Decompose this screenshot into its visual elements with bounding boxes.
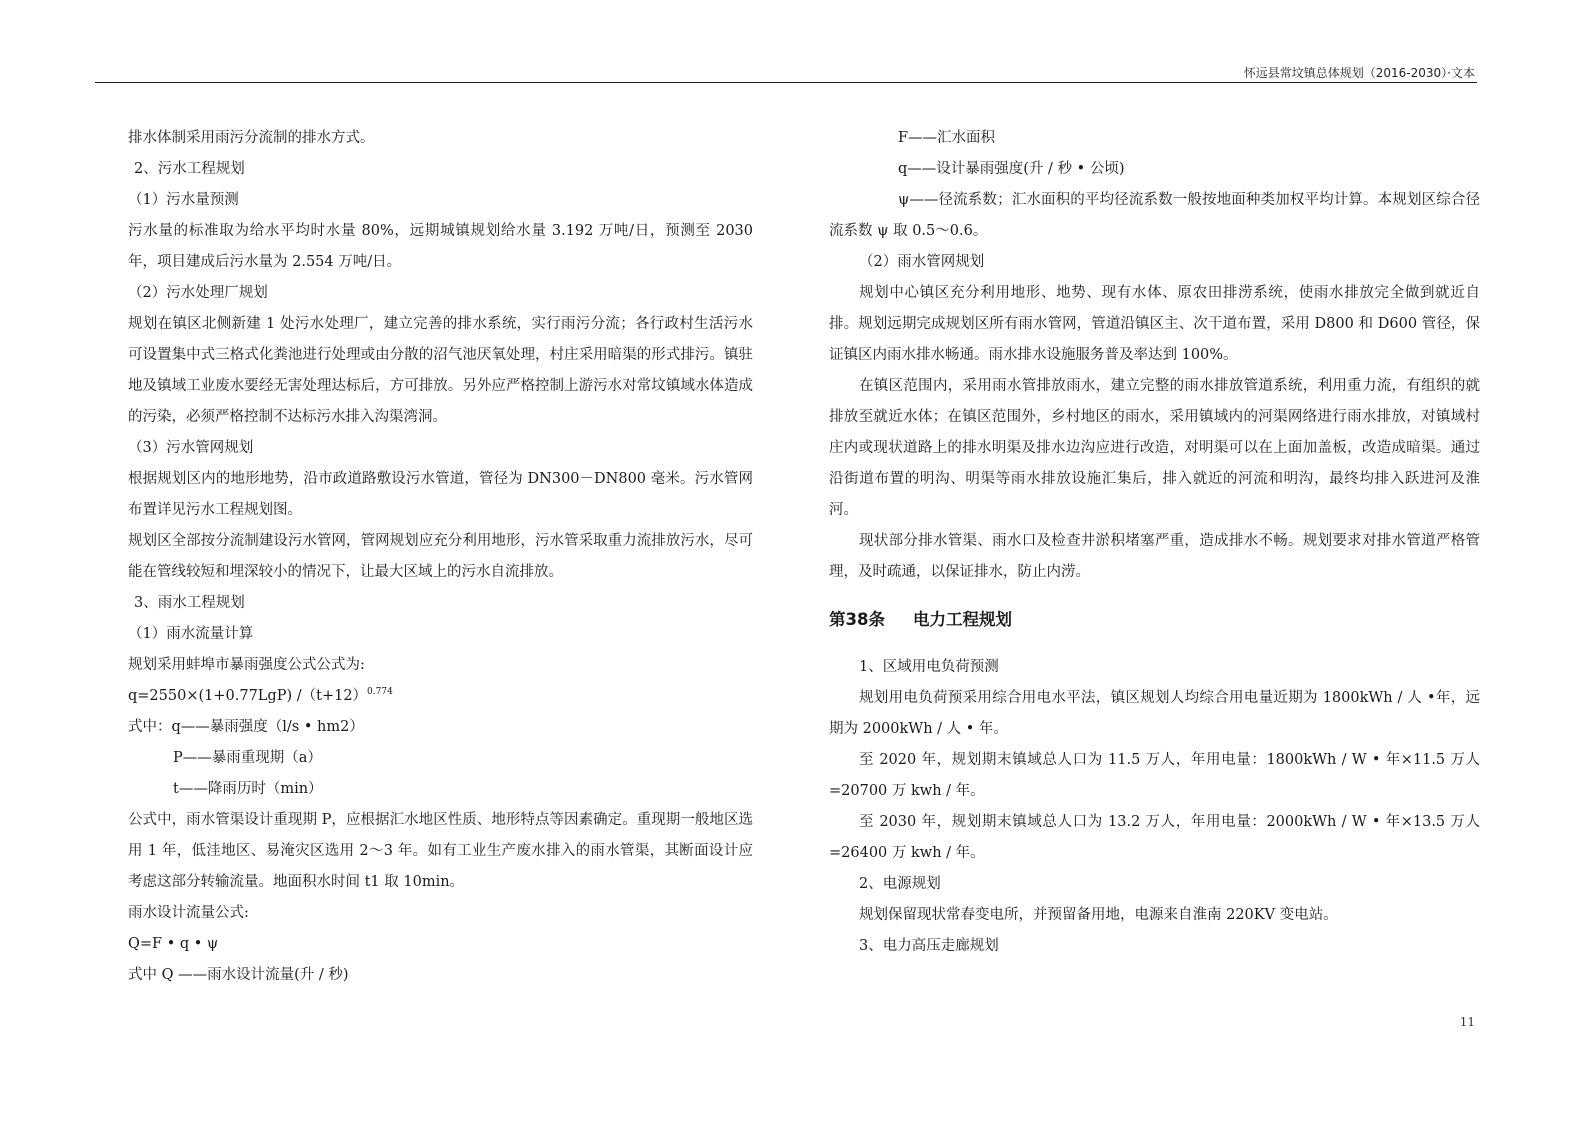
formula-definition: q——设计暴雨强度(升 / 秒 • 公顷) bbox=[898, 161, 1125, 177]
formula-definition: t——降雨历时（min） bbox=[173, 781, 323, 797]
paragraph: 至 2020 年，规划期末镇域总人口为 11.5 万人，年用电量：1800kWh / W • 年×11.5 万人 =20700 万 kwh / 年。 bbox=[829, 752, 1480, 799]
page-number: 11 bbox=[1459, 1015, 1475, 1029]
formula-definition: P——暴雨重现期（a） bbox=[173, 750, 322, 766]
paragraph: 雨水设计流量公式: bbox=[128, 905, 249, 921]
section-heading bbox=[829, 606, 1480, 630]
paragraph: ψ——径流系数；汇水面积的平均径流系数一般按地面种类加权平均计算。本规划区综合径流系数 ψ 取 0.5～0.6。 bbox=[829, 192, 1480, 239]
paragraph: 规划用电负荷预采用综合用电水平法，镇区规划人均综合用电量近期为 1800kWh / 人 •年，远期为 2000kWh / 人 • 年。 bbox=[829, 690, 1480, 737]
paragraph: 公式中，雨水管渠设计重现期 P，应根据汇水地区性质、地形特点等因素确定。重现期一般地区选用 1 年，低洼地区、易淹灾区选用 2～3 年。如有工业生产废水排入的雨水管渠，其断面设计应考虑这部分转输流量。地面积水时间 t1 取 10min。 bbox=[128, 812, 753, 890]
header-divider bbox=[95, 82, 1477, 83]
paragraph: 规划在镇区北侧新建 1 处污水处理厂，建立完善的排水系统，实行雨污分流；各行政村生活污水可设置集中式三格式化粪池进行处理或由分散的沼气池厌氧处理，村庄采用暗渠的形式排污。镇驻地及镇域工业废水要经无害处理达标后，方可排放。另外应严格控制上游污水对常坟镇域水体造成的污染，必须严格控制不达标污水排入沟渠湾洞。 bbox=[128, 316, 753, 425]
subheading: （3）污水管网规划 bbox=[128, 440, 254, 456]
subheading: 2、污水工程规划 bbox=[134, 161, 245, 177]
formula: Q=F • q • ψ bbox=[128, 936, 219, 952]
paragraph: 规划采用蚌埠市暴雨强度公式公式为: bbox=[128, 657, 365, 673]
subheading: 2、电源规划 bbox=[859, 876, 941, 892]
subheading: （1）雨水流量计算 bbox=[128, 626, 254, 642]
paragraph: 规划中心镇区充分利用地形、地势、现有水体、原农田排涝系统，使雨水排放完全做到就近自排。规划远期完成规划区所有雨水管网，管道沿镇区主、次干道布置，采用 D800 和 D600 管径，保证镇区内雨水排水畅通。雨水排水设施服务普及率达到 100%。 bbox=[829, 285, 1480, 363]
document-title: 怀远县常坟镇总体规划（2016-2030）·文本 bbox=[1243, 66, 1475, 80]
paragraph: 根据规划区内的地形地势，沿市政道路敷设污水管道，管径为 DN300－DN800 毫米。污水管网布置详见污水工程规划图。 bbox=[128, 471, 753, 518]
subheading: （1）污水量预测 bbox=[128, 192, 239, 208]
subheading: 3、电力高压走廊规划 bbox=[859, 938, 999, 954]
paragraph: 规划保留现状常春变电所，并预留备用地，电源来自淮南 220KV 变电站。 bbox=[859, 907, 1338, 923]
formula-definition: 式中：q——暴雨强度（l/s • hm2） bbox=[128, 719, 364, 735]
section-number: 第38条 bbox=[829, 610, 885, 629]
subheading: 1、区域用电负荷预测 bbox=[859, 659, 999, 675]
subheading: （2）雨水管网规划 bbox=[859, 254, 985, 270]
paragraph: 至 2030 年，规划期末镇域总人口为 13.2 万人，年用电量：2000kWh / W • 年×13.5 万人 =26400 万 kwh / 年。 bbox=[829, 814, 1480, 861]
formula-exponent: 0.774 bbox=[367, 687, 393, 698]
paragraph: 在镇区范围内，采用雨水管排放雨水，建立完整的雨水排放管道系统，利用重力流，有组织的就排放至就近水体；在镇区范围外，乡村地区的雨水，采用镇域内的河渠网络进行雨水排放，对镇域村庄内或现状道路上的排水明渠及排水边沟应进行改造，对明渠可以在上面加盖板，改造成暗渠。通过沿街道布置的明沟、明渠等雨水排放设施汇集后，排入就近的河流和明沟，最终均排入跃进河及淮河。 bbox=[829, 378, 1480, 518]
left-column bbox=[128, 123, 753, 991]
formula-definition: 式中 Q ——雨水设计流量(升 / 秒) bbox=[128, 967, 349, 983]
formula bbox=[128, 681, 753, 712]
paragraph: 排水体制采用雨污分流制的排水方式。 bbox=[128, 130, 375, 146]
formula-text: q=2550×(1+0.77LgP) /（t+12） bbox=[128, 688, 368, 704]
paragraph: 污水量的标准取为给水平均时水量 80%，远期城镇规划给水量 3.192 万吨/日，预测至 2030 年，项目建成后污水量为 2.554 万吨/日。 bbox=[128, 223, 753, 270]
formula-definition: F——汇水面积 bbox=[898, 130, 996, 146]
subheading: 3、雨水工程规划 bbox=[134, 595, 245, 611]
paragraph: 现状部分排水管渠、雨水口及检查井淤积堵塞严重，造成排水不畅。规划要求对排水管道严格管理，及时疏通，以保证排水，防止内涝。 bbox=[829, 533, 1480, 580]
section-title: 电力工程规划 bbox=[913, 610, 1012, 629]
paragraph: 规划区全部按分流制建设污水管网，管网规划应充分利用地形，污水管采取重力流排放污水，尽可能在管线较短和埋深较小的情况下，让最大区域上的污水自流排放。 bbox=[128, 533, 753, 580]
right-column bbox=[829, 123, 1480, 962]
subheading: （2）污水处理厂规划 bbox=[128, 285, 268, 301]
